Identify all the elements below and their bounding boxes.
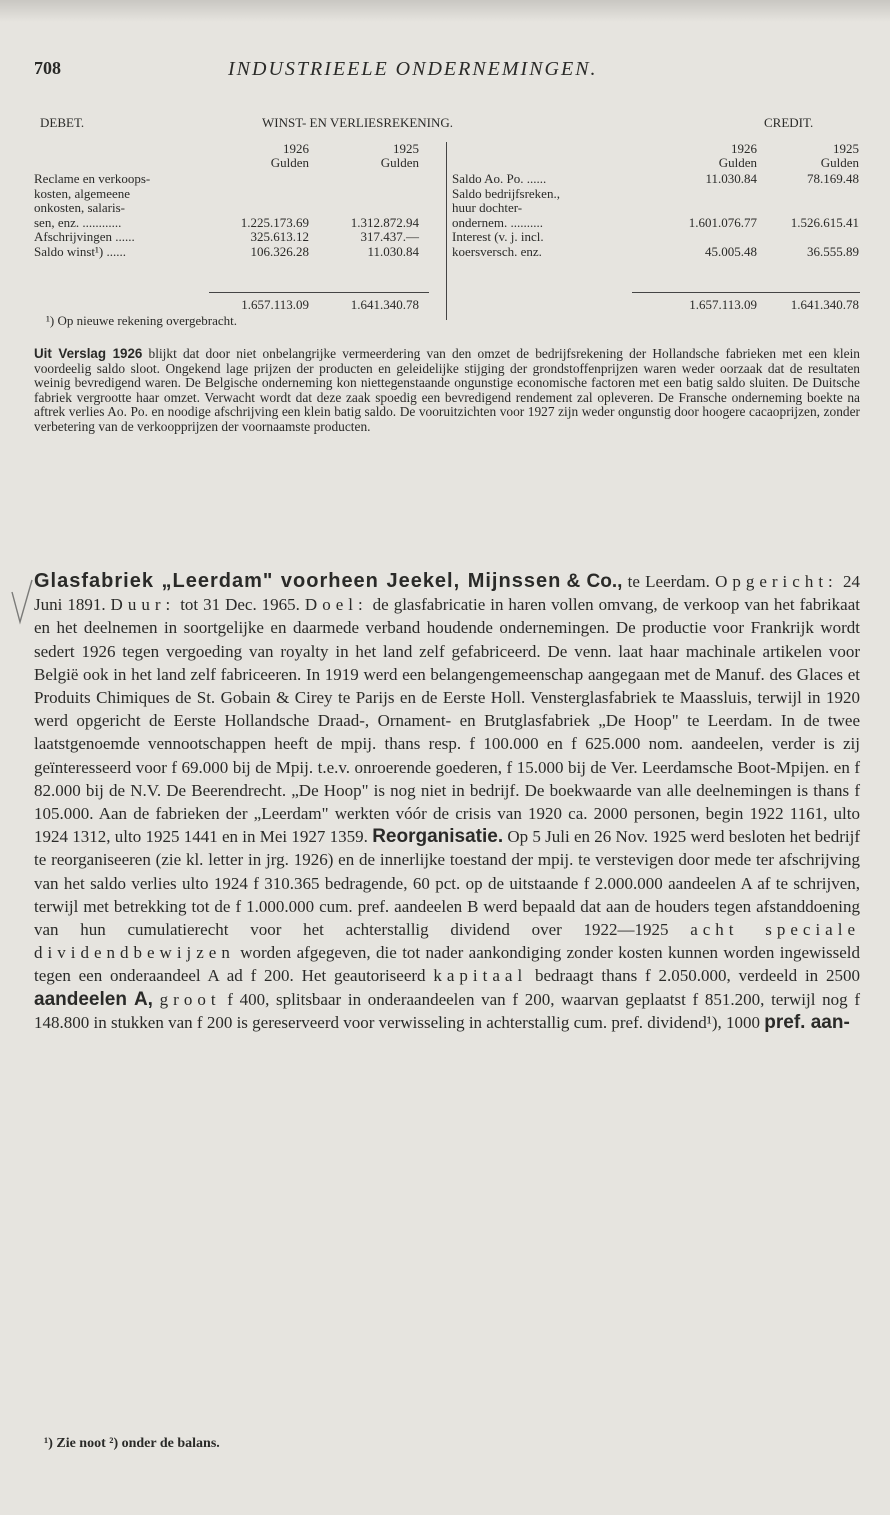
pencil-checkmark (6, 578, 34, 628)
text-t02: 24 Juni 1891. (34, 572, 861, 615)
verslag-lead: Uit Verslag 1926 (34, 346, 143, 361)
year-right-1926: 1926 (731, 141, 757, 156)
debet-row-1925: 11.030.84 (367, 243, 419, 259)
account-note: ¹) Op nieuwe rekening overgebracht. (46, 313, 238, 328)
total-rule-left (209, 292, 429, 293)
label-reorganisatie: Reorganisatie. (372, 826, 504, 848)
scan-shadow (0, 0, 890, 22)
text-t09: f 400, splitsbaar in onderaandeelen van f 200, waarvan geplaatst f 851.200, terwijl nog f 148.800 in stukken van f 200 is gereserveerd voor verwisseling in achterstallig cum. pref. dividend¹), 1000 (34, 989, 860, 1032)
debet-row-label: Saldo winst¹) ...... (34, 243, 127, 259)
label-kapitaal: kapitaal (433, 966, 528, 986)
text-t04: de glasfabricatie in haren vollen omvang, de verkoop van het fabrikaat en het deelnemen in soortgelijke en daarmede verband houdende ondernemingen. De productie voor Frankrijk wordt sedert 1926 tegen vergoeding van royalty in het land zelf gefabriceerd. De venn. laat haar machinale artikelen voor België ook in het land zelf fabriceeren. In 1919 werd een belangengemeenschap aangegaan met de Manuf. des Glaces et Produits Chimiques de St. Gobain & Cirey te Parijs en de Eerste Holl. Vensterglasfabriek te Maassluis, terwijl in 1920 werd opgericht de Eerste Hollandsche Draad-, Ornament- en Brutglasfabriek „De Hoop" te Leerdam. In de twee laatstgenoemde vennootschappen heeft de mpij. thans resp. f 100.000 en f 625.000 nom. aandeelen, verder is zij geïnteresseerd voor f 69.000 bij de Mpij. t.e.v. onroerende goederen, f 15.000 bij de Ver. Leerdamsche Boot-Mpijen. en f 82.000 bij de N.V. De Beerendrecht. „De Hoop" is nog niet in bedrijf. De boekwaarde van alle deelnemingen is thans f 105.000. Aan de fabrieken der „Leerdam" werkten vóór de crisis van 1920 ca. 2000 personen, begin 1922 1161, ulto 1924 1312, ulto 1925 1441 en in Mei 1927 1359. (34, 595, 860, 847)
footnote: ¹) Zie noot ²) onder de balans. (44, 1436, 220, 1451)
company-name: Glasfabriek „Leerdam" voorheen Jeekel, Mijnssen (34, 570, 562, 592)
label-dividendbewijzen: acht speciale dividendbewijzen (34, 920, 860, 963)
company-name-cont: & Co., (566, 571, 623, 592)
debet-row-label: sen, enz. ............ (34, 214, 122, 230)
credit-row-1926: 45.005.48 (705, 243, 757, 259)
verslag-text: blijkt dat door niet onbelangrijke vermeerdering van den omzet de bedrijfsrekening der Hollandsche fabrieken met een klein voordeelig saldo sloot. Ongekend lage prijzen der producten en geleidelijke stijging der grondstoffenprijzen waren weder oorzaak dat de resultaten weinig bevredigend waren. De Belgische onderneming kon niettegenstaande ongunstige economische factoren met een batig saldo sluiten. De Duitsche fabriek vergrootte haar omzet. Verwacht wordt dat deze zaak spoedig een bevredigend rendement zal opleveren. De Fransche onderneming boekte na aftrek verlies Ao. Po. en noodige afschrijving een klein batig saldo. De vooruitzichten voor 1927 zijn weder ongunstig door hoogere cacaoprijzen, zonder verbetering van de verkoopprijzen der voornaamste producten. (34, 346, 860, 434)
label-pref-aan: pref. aan- (764, 1011, 850, 1033)
debet-row-label: Reclame en verkoops- (34, 171, 151, 186)
page-number: 708 (34, 58, 61, 78)
debet-row-label: kosten, algemeene (34, 185, 131, 201)
credit-row-label: Interest (v. j. incl. (452, 229, 544, 244)
profit-loss-account (34, 116, 860, 336)
debet-row-1926: 325.613.12 (250, 229, 309, 244)
label-aandeelen-a: aandeelen A, (34, 988, 153, 1010)
total-rule-right (632, 292, 860, 293)
credit-row-1925: 36.555.89 (807, 243, 859, 259)
text-t01: te Leerdam. (622, 572, 716, 591)
text-t07: bedraagt thans f 2.050.000, verdeeld in 2500 (527, 966, 860, 986)
total-right-1925: 1.641.340.78 (790, 297, 859, 312)
total-right-1926: 1.657.113.09 (689, 297, 757, 312)
verslag-paragraph (34, 347, 860, 435)
debet-row-label: Afschrijvingen ...... (34, 229, 135, 244)
page-header (34, 58, 674, 88)
total-left-1925: 1.641.340.78 (350, 297, 419, 312)
year-left-1925: 1925 (393, 141, 419, 156)
credit-row-label: Saldo Ao. Po. ...... (452, 171, 547, 186)
credit-row-label: Saldo bedrijfsreken., (452, 185, 560, 201)
credit-row-1926: 1.601.076.77 (688, 214, 757, 230)
account-title: WINST- EN VERLIESREKENING. (262, 115, 454, 130)
credit-row-1925: 78.169.48 (807, 171, 859, 186)
total-left-1926: 1.657.113.09 (241, 297, 309, 312)
debet-row-label: onkosten, salaris- (34, 200, 125, 215)
credit-row-1925: 1.526.615.41 (790, 214, 859, 230)
text-t05: Op 5 Juli en 26 Nov. 1925 werd besloten het bedrijf te reorganiseeren (zie kl. letter in jrg. 1926) en de innerlijke toestand der mpij. te verstevigen door mede ter afschrijving van het saldo verlies ulto 1924 f 310.365 bedragende, 60 pct. op de uitstaande f 2.000.000 aandeelen A af te schrijven, terwijl met betrekking tot de f 1.000.000 cum. pref. aandeelen B werd bepaald dat aan de houders tegen afstanddoening van hun cumulatierecht voor het achterstallig dividend over 1922—1925 (34, 827, 860, 940)
debet-row-1926: 1.225.173.69 (240, 214, 309, 230)
debet-label: DEBET. (40, 115, 85, 130)
credit-row-label: koersversch. enz. (452, 243, 542, 259)
label-doel: Doel: (304, 595, 368, 615)
text-t06: worden afgegeven, die tot nader aankondiging zonder kosten kunnen worden ingewisseld tegen een onderaandeel A ad f 200. Het geautoriseerd (34, 943, 860, 986)
currency-left-2: Gulden (380, 155, 419, 170)
credit-label: CREDIT. (764, 115, 814, 130)
credit-row-1926: 11.030.84 (705, 171, 757, 186)
credit-row-label: ondernem. .......... (452, 214, 543, 230)
currency-left-1: Gulden (270, 155, 309, 170)
company-entry (34, 570, 860, 1034)
label-duur: Duur: (110, 595, 176, 615)
debet-row-1926: 106.326.28 (250, 243, 309, 259)
column-divider (446, 142, 447, 320)
currency-right-2: Gulden (820, 155, 859, 170)
debet-row-1925: 1.312.872.94 (350, 214, 419, 230)
credit-row-label: huur dochter- (452, 200, 523, 215)
label-opgericht: Opgericht: (715, 572, 838, 591)
year-right-1925: 1925 (833, 141, 859, 156)
currency-right-1: Gulden (718, 155, 757, 170)
running-title: INDUSTRIEELE ONDERNEMINGEN. (228, 58, 598, 80)
debet-row-1925: 317.437.— (360, 229, 419, 244)
year-left-1926: 1926 (283, 141, 309, 156)
text-t03: tot 31 Dec. 1965. (175, 595, 305, 615)
label-groot: groot (159, 989, 221, 1009)
text-t08 (153, 990, 160, 1009)
